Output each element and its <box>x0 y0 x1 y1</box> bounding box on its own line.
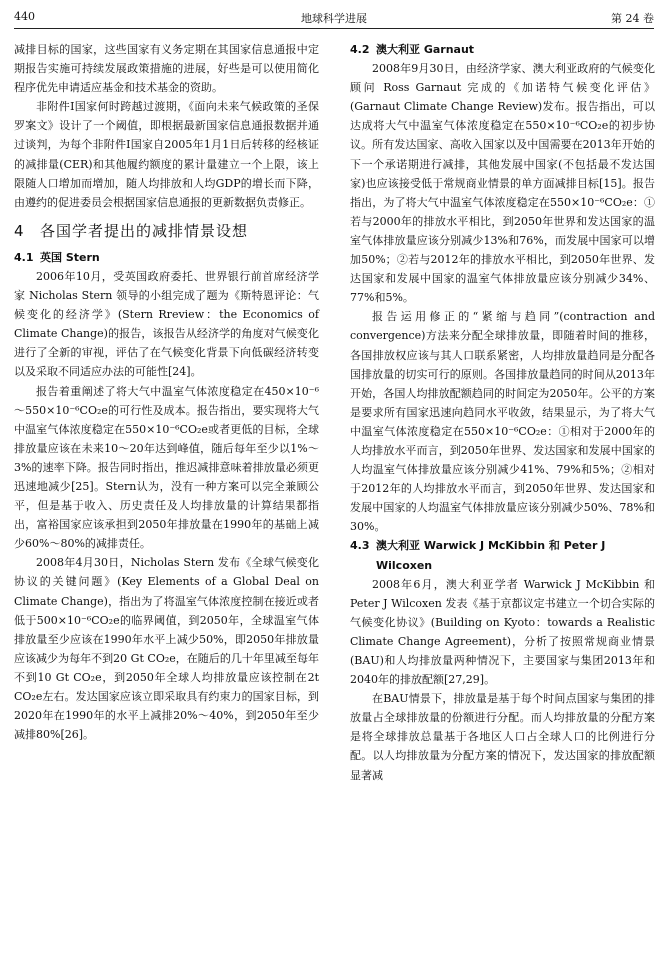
subsection-title: 澳大利亚 Warwick J McKibbin 和 Peter J <box>376 539 606 553</box>
subsection-heading <box>14 248 319 267</box>
subsection-number: 4.1 <box>14 250 34 264</box>
paragraph: 减排目标的国家，这些国家有义务定期在其国家信息通报中定期报告实施可持续发展政策措施的进展，好些是可以使用简化程序优先申请适应基金和技术基金的资助。 <box>14 43 319 95</box>
page-number: 440 <box>14 10 35 23</box>
subsection-title: 澳大利亚 Garnaut <box>376 43 475 56</box>
subsection-title: 英国 Stern <box>40 250 100 264</box>
volume-label: 第 24 卷 <box>611 12 654 25</box>
journal-title: 地球科学进展 <box>301 12 367 25</box>
left-column <box>14 40 319 744</box>
page-header <box>14 6 654 29</box>
subsection-title-continued: Wilcoxen <box>376 558 433 572</box>
right-column <box>350 40 655 785</box>
paragraph: 在BAU情景下，排放量是基于每个时间点国家与集团的排放量占全球排放量的份额进行分配。而人均排放量的分配方案是将全球排放总量基于各地区人口占全球人口的比例进行分配。以人均排放量为分配方案的情况下，发达国家的排放配额显著减 <box>350 692 655 782</box>
paragraph: 2008年4月30日，Nicholas Stern 发布《全球气候变化协议的关键问题》(Key Elements of a Global Deal on Climate Change)，指出为了将温室气体浓度控制在接近或者低于500×10⁻⁶CO₂e的临界阈值，到2050年，全球温室气体排放量至少应该在1990年水平上减少50%，即2050年排放量应该减少为每年不到20 Gt CO₂e，在随后的几十年里减至每年不到10 Gt CO₂e，到2050年全球人均排放量应该控制在2t CO₂e左右。发达国家应该立即采取具有约束力的国家目标，到2020年在1990年的水平上减排20%～40%，到2050年至少减排80%[26]。 <box>14 556 319 742</box>
paragraph: 报告着重阐述了将大气中温室气体浓度稳定在450×10⁻⁶～550×10⁻⁶CO₂e的可行性及成本。报告指出，要实现将大气中温室气体浓度稳定在550×10⁻⁶CO₂e或者更低的目标，全球排放量应该在未来10～20年达到峰值，随后每年至少以1%～3%的速率下降。报告同时指出，推迟减排意味着排放量必须更迅速地减少[25]。Stern认为，没有一种方案可以完全兼顾公平，但是基于收入、历史责任及人均排放量的计算结果都指出，富裕国家应该承担到2050年排放量在1990年的基础上减少60%～80%的减排责任。 <box>14 384 319 551</box>
subsection-number: 4.3 <box>350 539 370 553</box>
subsection-heading <box>350 536 655 574</box>
paragraph: 报告运用修正的“紧缩与趋同”(contraction and convergence)方法来分配全球排放量，即随着时间的推移，各国排放权应该与其人口联系紧密，人均排放量趋同是分配各国排放量的切实可行的原则。各国排放量趋同的时间从2013年开始，各国人均排放配额趋同的时间定为2050年。公平的方案是要求所有国家迅速向趋同水平收敛，结果显示，为了将大气中温室气体浓度稳定在550×10⁻⁶CO₂e：①相对于2000年的人均排放水平而言，到2050年世界、发达国家和发展中国家的人均温室气体排放量应该分别减少41%、79%和5%；②相对于2012年的人均排放水平而言，到2050年世界、发达国家和发展中国家的人均温室气体排放量应该分别减少50%、78%和30%。 <box>350 310 655 534</box>
subsection-heading <box>350 40 655 59</box>
section-title: 各国学者提出的减排情景设想 <box>40 221 249 240</box>
paragraph: 2008年9月30日，由经济学家、澳大利亚政府的气候变化顾问 Ross Garnaut 完成的《加诺特气候变化评估》(Garnaut Climate Change Review)发布。报告指出，可以达成将大气中温室气体浓度稳定在550×10⁻⁶CO₂e的初步协议。所有发达国家、高收入国家以及中国需要在2013年开始的下一个承诺期进行减排，其他发展中国家(不包括最不发达国家)也应该接受低于常规商业情景的单方面减排目标[15]。报告指出，为了将大气中温室气体浓度稳定在550×10⁻⁶CO₂e：①若与2000年的排放水平相比，到2050年世界和发达国家的温室气体排放量应该分别减少13%和76%，而发展中国家可以增加50%；②若与2012年的排放水平相比，到2050年世界、发达国家和发展中国家的温室气体排放量应该分别减少34%、77%和5%。 <box>350 62 655 305</box>
section-heading <box>14 216 319 246</box>
paragraph: 2006年10月，受英国政府委托、世界银行前首席经济学家 Nicholas Stern 领导的小组完成了题为《斯特恩评论：气候变化的经济学》(Stern Rreview：the Economics of Climate Change)的报告，该报告从经济学的角度对气候变化进行了全新的审视，评估了在气候变化背景下向低碳经济转变以及采取不同适应办法的可能性[24]。 <box>14 269 319 379</box>
section-number: 4 <box>14 221 25 240</box>
subsection-number: 4.2 <box>350 43 370 56</box>
paragraph: 2008年6月，澳大利亚学者 Warwick J McKibbin 和 Peter J Wilcoxen 发表《基于京都议定书建立一个切合实际的气候变化协议》(Building on Kyoto：towards a Realistic Climate Change Agreement)，分析了按照常规商业情景(BAU)和人均排放量两种情况下，主要国家与集团2013年和2040年的排放配额[27,29]。 <box>350 577 655 687</box>
paragraph: 非附件Ⅰ国家何时跨越过渡期，《面向未来气候政策的圣保罗案文》设计了一个阈值，即根据最新国家信息通报数据并通过谈判，为每个非附件Ⅰ国家自2005年1月1日后转移的经核证的减排量(CER)和其他履约额度的累计量建立一个上限，该上限随人口增加而增加，随人均排放和人均GDP的增长而下降，由遵约的促进委员会根据国家信息通报的更新数据负责修正。 <box>14 100 319 209</box>
